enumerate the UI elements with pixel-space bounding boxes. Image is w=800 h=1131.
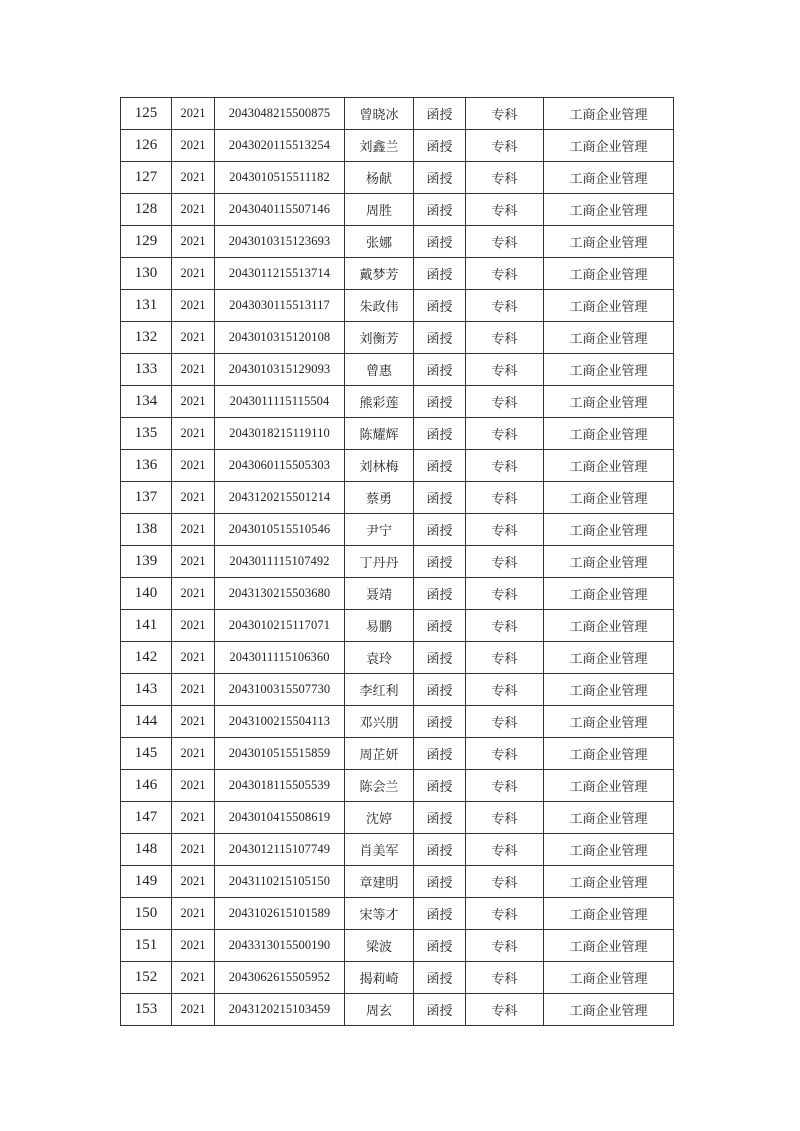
- study-mode-cell: 函授: [414, 578, 466, 610]
- major-cell: 工商企业管理: [544, 898, 674, 930]
- row-number-cell: 138: [121, 514, 172, 546]
- study-mode-cell: 函授: [414, 418, 466, 450]
- row-number-cell: 147: [121, 802, 172, 834]
- table-row: [121, 258, 674, 290]
- table-row: [121, 546, 674, 578]
- study-mode-cell: 函授: [414, 898, 466, 930]
- table-row: [121, 194, 674, 226]
- enrollment-year-cell: 2021: [172, 610, 215, 642]
- student-name-cell: 聂靖: [345, 578, 414, 610]
- student-id-cell: 2043030115513117: [215, 290, 345, 322]
- study-mode-cell: 函授: [414, 706, 466, 738]
- major-cell: 工商企业管理: [544, 226, 674, 258]
- education-level-cell: 专科: [466, 578, 544, 610]
- enrollment-year-cell: 2021: [172, 482, 215, 514]
- table-row: [121, 834, 674, 866]
- row-number-cell: 149: [121, 866, 172, 898]
- major-cell: 工商企业管理: [544, 994, 674, 1026]
- student-name-cell: 李红利: [345, 674, 414, 706]
- student-name-cell: 曾晓冰: [345, 98, 414, 130]
- study-mode-cell: 函授: [414, 674, 466, 706]
- education-level-cell: 专科: [466, 226, 544, 258]
- student-name-cell: 周芷妍: [345, 738, 414, 770]
- row-number-cell: 130: [121, 258, 172, 290]
- row-number-cell: 146: [121, 770, 172, 802]
- education-level-cell: 专科: [466, 738, 544, 770]
- student-name-cell: 刘衡芳: [345, 322, 414, 354]
- table-row: [121, 994, 674, 1026]
- student-name-cell: 周玄: [345, 994, 414, 1026]
- study-mode-cell: 函授: [414, 354, 466, 386]
- major-cell: 工商企业管理: [544, 162, 674, 194]
- major-cell: 工商企业管理: [544, 770, 674, 802]
- student-id-cell: 2043100215504113: [215, 706, 345, 738]
- student-id-cell: 2043120215103459: [215, 994, 345, 1026]
- student-name-cell: 宋等才: [345, 898, 414, 930]
- study-mode-cell: 函授: [414, 962, 466, 994]
- table-row: [121, 98, 674, 130]
- major-cell: 工商企业管理: [544, 578, 674, 610]
- row-number-cell: 129: [121, 226, 172, 258]
- enrollment-year-cell: 2021: [172, 770, 215, 802]
- study-mode-cell: 函授: [414, 130, 466, 162]
- table-row: [121, 610, 674, 642]
- table-row: [121, 642, 674, 674]
- student-name-cell: 刘鑫兰: [345, 130, 414, 162]
- student-name-cell: 袁玲: [345, 642, 414, 674]
- student-id-cell: 2043011115106360: [215, 642, 345, 674]
- study-mode-cell: 函授: [414, 546, 466, 578]
- education-level-cell: 专科: [466, 802, 544, 834]
- table-row: [121, 770, 674, 802]
- study-mode-cell: 函授: [414, 866, 466, 898]
- student-name-cell: 刘林梅: [345, 450, 414, 482]
- major-cell: 工商企业管理: [544, 802, 674, 834]
- enrollment-year-cell: 2021: [172, 674, 215, 706]
- education-level-cell: 专科: [466, 322, 544, 354]
- student-name-cell: 蔡勇: [345, 482, 414, 514]
- enrollment-year-cell: 2021: [172, 450, 215, 482]
- enrollment-year-cell: 2021: [172, 162, 215, 194]
- table-row: [121, 674, 674, 706]
- student-name-cell: 揭莉崎: [345, 962, 414, 994]
- major-cell: 工商企业管理: [544, 610, 674, 642]
- education-level-cell: 专科: [466, 898, 544, 930]
- row-number-cell: 135: [121, 418, 172, 450]
- education-level-cell: 专科: [466, 194, 544, 226]
- row-number-cell: 141: [121, 610, 172, 642]
- study-mode-cell: 函授: [414, 930, 466, 962]
- table-row: [121, 706, 674, 738]
- student-id-cell: 2043062615505952: [215, 962, 345, 994]
- row-number-cell: 133: [121, 354, 172, 386]
- row-number-cell: 127: [121, 162, 172, 194]
- enrollment-year-cell: 2021: [172, 642, 215, 674]
- major-cell: 工商企业管理: [544, 482, 674, 514]
- education-level-cell: 专科: [466, 514, 544, 546]
- education-level-cell: 专科: [466, 866, 544, 898]
- study-mode-cell: 函授: [414, 162, 466, 194]
- student-id-cell: 2043102615101589: [215, 898, 345, 930]
- student-id-cell: 2043011115107492: [215, 546, 345, 578]
- row-number-cell: 132: [121, 322, 172, 354]
- student-id-cell: 2043011115115504: [215, 386, 345, 418]
- enrollment-year-cell: 2021: [172, 962, 215, 994]
- major-cell: 工商企业管理: [544, 674, 674, 706]
- enrollment-year-cell: 2021: [172, 866, 215, 898]
- table-row: [121, 418, 674, 450]
- major-cell: 工商企业管理: [544, 130, 674, 162]
- enrollment-year-cell: 2021: [172, 226, 215, 258]
- table-row: [121, 738, 674, 770]
- row-number-cell: 125: [121, 98, 172, 130]
- row-number-cell: 148: [121, 834, 172, 866]
- major-cell: 工商企业管理: [544, 642, 674, 674]
- enrollment-year-cell: 2021: [172, 98, 215, 130]
- major-cell: 工商企业管理: [544, 930, 674, 962]
- student-id-cell: 2043020115513254: [215, 130, 345, 162]
- row-number-cell: 137: [121, 482, 172, 514]
- student-name-cell: 周胜: [345, 194, 414, 226]
- enrollment-year-cell: 2021: [172, 386, 215, 418]
- enrollment-year-cell: 2021: [172, 802, 215, 834]
- row-number-cell: 128: [121, 194, 172, 226]
- enrollment-year-cell: 2021: [172, 258, 215, 290]
- major-cell: 工商企业管理: [544, 354, 674, 386]
- student-name-cell: 易鹏: [345, 610, 414, 642]
- education-level-cell: 专科: [466, 98, 544, 130]
- study-mode-cell: 函授: [414, 514, 466, 546]
- student-name-cell: 戴梦芳: [345, 258, 414, 290]
- student-name-cell: 梁波: [345, 930, 414, 962]
- table-row: [121, 930, 674, 962]
- major-cell: 工商企业管理: [544, 546, 674, 578]
- study-mode-cell: 函授: [414, 258, 466, 290]
- study-mode-cell: 函授: [414, 226, 466, 258]
- major-cell: 工商企业管理: [544, 386, 674, 418]
- table-row: [121, 322, 674, 354]
- education-level-cell: 专科: [466, 546, 544, 578]
- student-name-cell: 邓兴朋: [345, 706, 414, 738]
- major-cell: 工商企业管理: [544, 706, 674, 738]
- enrollment-year-cell: 2021: [172, 930, 215, 962]
- student-name-cell: 肖美军: [345, 834, 414, 866]
- student-id-cell: 2043010415508619: [215, 802, 345, 834]
- table-row: [121, 226, 674, 258]
- study-mode-cell: 函授: [414, 834, 466, 866]
- education-level-cell: 专科: [466, 674, 544, 706]
- study-mode-cell: 函授: [414, 194, 466, 226]
- student-id-cell: 2043120215501214: [215, 482, 345, 514]
- study-mode-cell: 函授: [414, 98, 466, 130]
- student-id-cell: 2043100315507730: [215, 674, 345, 706]
- education-level-cell: 专科: [466, 354, 544, 386]
- table-row: [121, 898, 674, 930]
- table-row: [121, 130, 674, 162]
- table-row: [121, 482, 674, 514]
- study-mode-cell: 函授: [414, 738, 466, 770]
- row-number-cell: 134: [121, 386, 172, 418]
- table-row: [121, 578, 674, 610]
- student-id-cell: 2043060115505303: [215, 450, 345, 482]
- enrollment-year-cell: 2021: [172, 514, 215, 546]
- student-name-cell: 杨献: [345, 162, 414, 194]
- student-id-cell: 2043012115107749: [215, 834, 345, 866]
- row-number-cell: 152: [121, 962, 172, 994]
- table-row: [121, 354, 674, 386]
- table-row: [121, 450, 674, 482]
- row-number-cell: 126: [121, 130, 172, 162]
- education-level-cell: 专科: [466, 642, 544, 674]
- student-id-cell: 2043010315129093: [215, 354, 345, 386]
- table-row: [121, 962, 674, 994]
- row-number-cell: 142: [121, 642, 172, 674]
- major-cell: 工商企业管理: [544, 834, 674, 866]
- student-id-cell: 2043110215105150: [215, 866, 345, 898]
- education-level-cell: 专科: [466, 834, 544, 866]
- student-id-cell: 2043130215503680: [215, 578, 345, 610]
- enrollment-year-cell: 2021: [172, 994, 215, 1026]
- student-id-cell: 2043011215513714: [215, 258, 345, 290]
- enrollment-year-cell: 2021: [172, 898, 215, 930]
- student-id-cell: 2043313015500190: [215, 930, 345, 962]
- study-mode-cell: 函授: [414, 802, 466, 834]
- row-number-cell: 150: [121, 898, 172, 930]
- major-cell: 工商企业管理: [544, 322, 674, 354]
- student-name-cell: 曾惠: [345, 354, 414, 386]
- student-id-cell: 2043018215119110: [215, 418, 345, 450]
- row-number-cell: 131: [121, 290, 172, 322]
- major-cell: 工商企业管理: [544, 738, 674, 770]
- student-id-cell: 2043040115507146: [215, 194, 345, 226]
- student-name-cell: 熊彩莲: [345, 386, 414, 418]
- enrollment-year-cell: 2021: [172, 418, 215, 450]
- student-name-cell: 陈耀辉: [345, 418, 414, 450]
- table-row: [121, 162, 674, 194]
- student-name-cell: 朱政伟: [345, 290, 414, 322]
- enrollment-year-cell: 2021: [172, 130, 215, 162]
- education-level-cell: 专科: [466, 386, 544, 418]
- table-row: [121, 386, 674, 418]
- major-cell: 工商企业管理: [544, 866, 674, 898]
- enrollment-year-cell: 2021: [172, 834, 215, 866]
- student-name-cell: 丁丹丹: [345, 546, 414, 578]
- study-mode-cell: 函授: [414, 610, 466, 642]
- study-mode-cell: 函授: [414, 642, 466, 674]
- student-id-cell: 2043010315123693: [215, 226, 345, 258]
- study-mode-cell: 函授: [414, 290, 466, 322]
- row-number-cell: 136: [121, 450, 172, 482]
- row-number-cell: 143: [121, 674, 172, 706]
- enrollment-year-cell: 2021: [172, 546, 215, 578]
- student-name-cell: 尹宁: [345, 514, 414, 546]
- student-id-cell: 2043010515510546: [215, 514, 345, 546]
- table-row: [121, 866, 674, 898]
- enrollment-year-cell: 2021: [172, 290, 215, 322]
- row-number-cell: 139: [121, 546, 172, 578]
- row-number-cell: 151: [121, 930, 172, 962]
- education-level-cell: 专科: [466, 994, 544, 1026]
- enrollment-year-cell: 2021: [172, 706, 215, 738]
- education-level-cell: 专科: [466, 610, 544, 642]
- student-id-cell: 2043010315120108: [215, 322, 345, 354]
- enrollment-year-cell: 2021: [172, 578, 215, 610]
- education-level-cell: 专科: [466, 450, 544, 482]
- education-level-cell: 专科: [466, 418, 544, 450]
- student-name-cell: 张娜: [345, 226, 414, 258]
- major-cell: 工商企业管理: [544, 194, 674, 226]
- student-name-cell: 陈会兰: [345, 770, 414, 802]
- major-cell: 工商企业管理: [544, 258, 674, 290]
- education-level-cell: 专科: [466, 130, 544, 162]
- major-cell: 工商企业管理: [544, 450, 674, 482]
- education-level-cell: 专科: [466, 258, 544, 290]
- education-level-cell: 专科: [466, 770, 544, 802]
- student-id-cell: 2043010515515859: [215, 738, 345, 770]
- student-name-cell: 沈婷: [345, 802, 414, 834]
- student-name-cell: 章建明: [345, 866, 414, 898]
- row-number-cell: 140: [121, 578, 172, 610]
- student-roster-table: [120, 97, 674, 1026]
- row-number-cell: 144: [121, 706, 172, 738]
- study-mode-cell: 函授: [414, 386, 466, 418]
- roster-table-body: [121, 98, 674, 1026]
- study-mode-cell: 函授: [414, 994, 466, 1026]
- education-level-cell: 专科: [466, 290, 544, 322]
- education-level-cell: 专科: [466, 962, 544, 994]
- table-row: [121, 802, 674, 834]
- student-id-cell: 2043010215117071: [215, 610, 345, 642]
- enrollment-year-cell: 2021: [172, 322, 215, 354]
- enrollment-year-cell: 2021: [172, 738, 215, 770]
- major-cell: 工商企业管理: [544, 962, 674, 994]
- major-cell: 工商企业管理: [544, 98, 674, 130]
- student-id-cell: 2043010515511182: [215, 162, 345, 194]
- major-cell: 工商企业管理: [544, 514, 674, 546]
- student-id-cell: 2043048215500875: [215, 98, 345, 130]
- study-mode-cell: 函授: [414, 450, 466, 482]
- education-level-cell: 专科: [466, 482, 544, 514]
- study-mode-cell: 函授: [414, 322, 466, 354]
- table-row: [121, 514, 674, 546]
- table-row: [121, 290, 674, 322]
- education-level-cell: 专科: [466, 162, 544, 194]
- education-level-cell: 专科: [466, 706, 544, 738]
- row-number-cell: 145: [121, 738, 172, 770]
- enrollment-year-cell: 2021: [172, 354, 215, 386]
- row-number-cell: 153: [121, 994, 172, 1026]
- major-cell: 工商企业管理: [544, 290, 674, 322]
- major-cell: 工商企业管理: [544, 418, 674, 450]
- study-mode-cell: 函授: [414, 770, 466, 802]
- study-mode-cell: 函授: [414, 482, 466, 514]
- student-id-cell: 2043018115505539: [215, 770, 345, 802]
- education-level-cell: 专科: [466, 930, 544, 962]
- enrollment-year-cell: 2021: [172, 194, 215, 226]
